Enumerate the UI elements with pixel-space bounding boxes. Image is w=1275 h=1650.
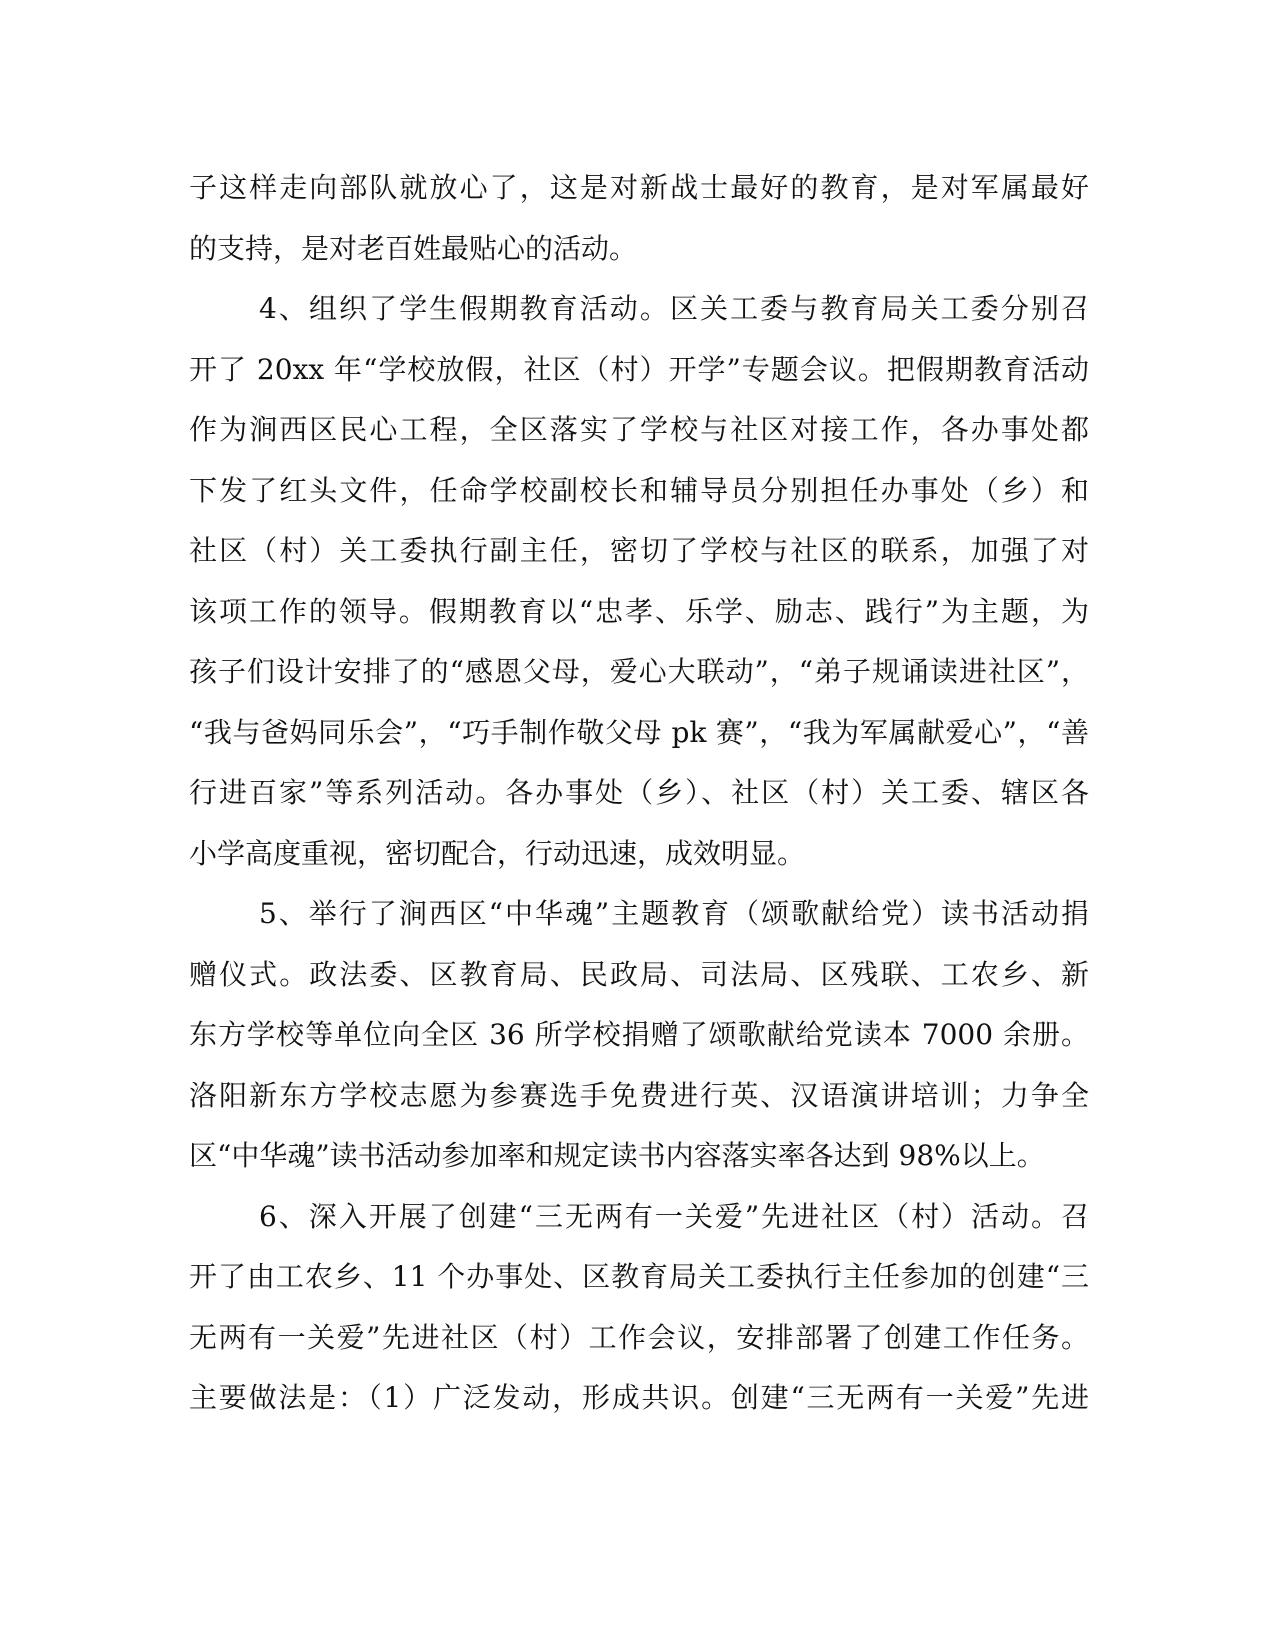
text-line: 5、举行了涧西区“中华魂”主题教育（颂歌献给党）读书活动捐 [259,897,1089,930]
text-line: 小学高度重视，密切配合，行动迅速，成效明显。 [189,836,806,870]
text-line: 行进百家”等系列活动。各办事处（乡）、社区（村）关工委、辖区各 [189,776,1089,809]
text-line: 开了由工农乡、11 个办事处、区教育局关工委执行主任参加的创建“三 [189,1260,1089,1293]
paragraph [189,158,1089,279]
text-line: 子这样走向部队就放心了，这是对新战士最好的教育，是对军属最好 [189,171,1089,204]
paragraph [189,1187,1089,1429]
text-line: 开了 20xx 年“学校放假，社区（村）开学”专题会议。把假期教育活动 [189,352,1089,386]
text-line: 区“中华魂”读书活动参加率和规定读书内容落实率各达到 98%以上。 [189,1139,1045,1172]
text-line: 下发了红头文件，任命学校副校长和辅导员分别担任办事处（乡）和 [189,473,1089,507]
paragraph [189,279,1089,884]
text-line: “我与爸妈同乐会”，“巧手制作敬父母 pk 赛”，“我为军属献爱心”，“善 [189,715,1089,749]
text-line: 的支持，是对老百姓最贴心的活动。 [189,231,638,265]
text-line: 东方学校等单位向全区 36 所学校捐赠了颂歌献给党读本 7000 余册。 [189,1018,1089,1051]
text-line: 孩子们设计安排了的“感恩父母，爱心大联动”，“弟子规诵读进社区”， [189,655,1089,688]
text-line: 作为涧西区民心工程，全区落实了学校与社区对接工作，各办事处都 [189,413,1089,446]
text-line: 无两有一关爱”先进社区（村）工作会议，安排部署了创建工作任务。 [189,1320,1089,1354]
document-body [189,158,1089,1429]
text-line: 4、组织了学生假期教育活动。区关工委与教育局关工委分别召 [259,292,1089,325]
text-line: 6、深入开展了创建“三无两有一关爱”先进社区（村）活动。召 [259,1199,1089,1233]
paragraph [189,884,1089,1187]
text-line: 主要做法是：（1）广泛发动，形成共识。创建“三无两有一关爱”先进 [189,1381,1089,1414]
text-line: 洛阳新东方学校志愿为参赛选手免费进行英、汉语演讲培训；力争全 [189,1078,1089,1112]
text-line: 该项工作的领导。假期教育以“忠孝、乐学、励志、践行”为主题，为 [189,594,1089,628]
text-line: 赠仪式。政法委、区教育局、民政局、司法局、区残联、工农乡、新 [189,957,1089,991]
text-line: 社区（村）关工委执行副主任，密切了学校与社区的联系，加强了对 [189,534,1089,567]
